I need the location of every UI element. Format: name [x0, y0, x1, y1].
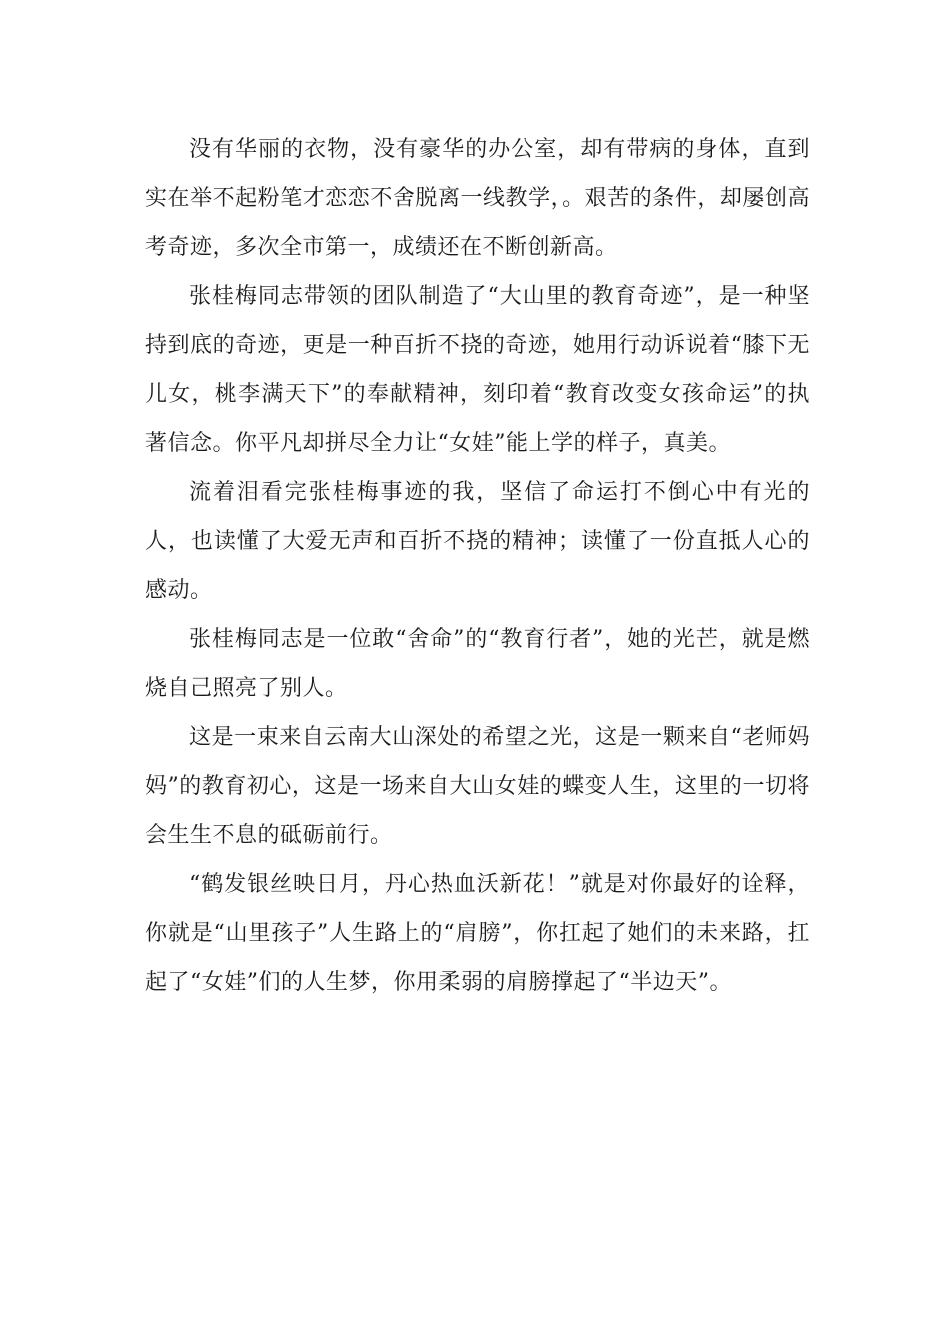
- paragraph-6: “鹤发银丝映日月，丹心热血沃新花！”就是对你最好的诠释，你就是“山里孩子”人生路上的“肩膀”，你扛起了她们的未来路，扛起了“女娃”们的人生梦，你用柔弱的肩膀撑起了“半边天”。: [145, 872, 810, 995]
- document-body: [145, 125, 810, 1007]
- paragraph-1: 没有华丽的衣物，没有豪华的办公室，却有带病的身体，直到实在举不起粉笔才恋恋不舍脱离一线教学，。艰苦的条件，却屡创高考奇迹，多次全市第一，成绩还在不断创新高。: [145, 137, 810, 260]
- paragraph-2: 张桂梅同志带领的团队制造了“大山里的教育奇迹”，是一种坚持到底的奇迹，更是一种百折不挠的奇迹，她用行动诉说着“膝下无儿女，桃李满天下”的奉献精神，刻印着“教育改变女孩命运”的执著信念。你平凡却拼尽全力让“女娃”能上学的样子，真美。: [145, 284, 810, 456]
- paragraph-4: 张桂梅同志是一位敢“舍命”的“教育行者”，她的光芒，就是燃烧自己照亮了别人。: [145, 627, 810, 701]
- paragraph-5: 这是一束来自云南大山深处的希望之光，这是一颗来自“老师妈妈”的教育初心，这是一场来自大山女娃的蝶变人生，这里的一切将会生生不息的砥砺前行。: [145, 725, 810, 848]
- paragraph-3: 流着泪看完张桂梅事迹的我，坚信了命运打不倒心中有光的人，也读懂了大爱无声和百折不挠的精神；读懂了一份直抵人心的感动。: [145, 480, 810, 603]
